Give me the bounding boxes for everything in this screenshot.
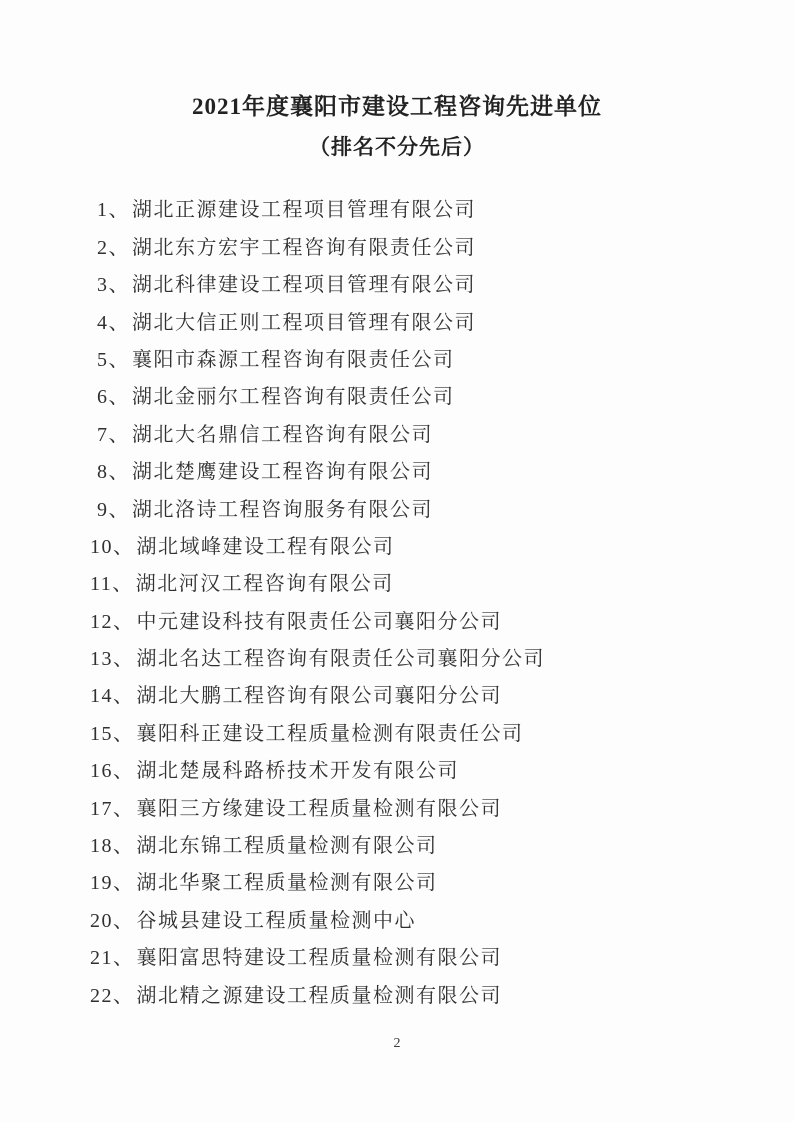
list-item <box>0 675 794 712</box>
item-number: 21、 <box>90 947 135 970</box>
item-name: 湖北华聚工程质量检测有限公司 <box>136 872 438 895</box>
list-item <box>0 301 794 338</box>
list-item <box>0 750 794 787</box>
item-number: 22、 <box>90 984 135 1007</box>
item-name: 中元建设科技有限责任公司襄阳分公司 <box>136 610 502 633</box>
item-name: 襄阳市森源工程咨询有限责任公司 <box>132 348 455 371</box>
list-item <box>0 900 794 937</box>
item-name: 湖北名达工程咨询有限责任公司襄阳分公司 <box>136 648 545 671</box>
list-item <box>0 227 794 264</box>
item-name: 襄阳三方缘建设工程质量检测有限公司 <box>136 797 502 820</box>
item-number: 12、 <box>90 610 135 633</box>
item-name: 襄阳科正建设工程质量检测有限责任公司 <box>136 722 524 745</box>
list-item <box>0 488 794 525</box>
list-item <box>0 937 794 974</box>
item-number: 5、 <box>97 348 130 371</box>
item-name: 湖北大名鼎信工程咨询有限公司 <box>132 423 433 446</box>
item-name: 湖北科律建设工程项目管理有限公司 <box>132 274 476 297</box>
item-name: 湖北洛诗工程咨询服务有限公司 <box>132 498 433 521</box>
item-number: 16、 <box>90 760 135 783</box>
item-name: 湖北楚鹰建设工程咨询有限公司 <box>132 461 433 484</box>
list-item <box>0 414 794 451</box>
item-number: 4、 <box>97 311 130 334</box>
item-number: 13、 <box>90 648 135 671</box>
item-number: 11、 <box>90 573 134 596</box>
item-number: 20、 <box>90 909 135 932</box>
item-name: 湖北大信正则工程项目管理有限公司 <box>132 311 476 334</box>
item-number: 10、 <box>90 535 135 558</box>
list-item <box>0 376 794 413</box>
item-number: 7、 <box>97 423 130 446</box>
item-name: 湖北东方宏宇工程咨询有限责任公司 <box>132 236 476 259</box>
item-name: 湖北楚晟科路桥技术开发有限公司 <box>136 760 459 783</box>
list-item <box>0 787 794 824</box>
list-item <box>0 713 794 750</box>
item-name: 谷城县建设工程质量检测中心 <box>136 909 416 932</box>
item-number: 2、 <box>97 236 130 259</box>
list-item <box>0 600 794 637</box>
item-number: 14、 <box>90 685 135 708</box>
list-item <box>0 638 794 675</box>
list-item <box>0 264 794 301</box>
list-item <box>0 563 794 600</box>
item-name: 湖北精之源建设工程质量检测有限公司 <box>136 984 502 1007</box>
list-item <box>0 825 794 862</box>
list-item <box>0 974 794 1011</box>
item-number: 6、 <box>97 386 130 409</box>
item-number: 15、 <box>90 722 135 745</box>
item-number: 19、 <box>90 872 135 895</box>
item-number: 1、 <box>97 199 130 222</box>
item-name: 湖北东锦工程质量检测有限公司 <box>136 835 438 858</box>
list-item <box>0 451 794 488</box>
item-name: 湖北河汉工程咨询有限公司 <box>135 573 394 596</box>
item-number: 8、 <box>97 461 130 484</box>
item-name: 湖北正源建设工程项目管理有限公司 <box>132 199 476 222</box>
list-item <box>0 862 794 899</box>
item-name: 湖北域峰建设工程有限公司 <box>136 535 395 558</box>
list-item <box>0 526 794 563</box>
list-item <box>0 189 794 226</box>
item-number: 9、 <box>97 498 130 521</box>
list-item <box>0 339 794 376</box>
page-title: 2021年度襄阳市建设工程咨询先进单位 <box>192 94 602 119</box>
item-name: 湖北大鹏工程咨询有限公司襄阳分公司 <box>136 685 502 708</box>
item-number: 18、 <box>90 835 135 858</box>
item-name: 襄阳富思特建设工程质量检测有限公司 <box>136 947 502 970</box>
page-subtitle: （排名不分先后） <box>309 134 485 159</box>
item-number: 3、 <box>97 274 130 297</box>
item-number: 17、 <box>90 797 135 820</box>
item-name: 湖北金丽尔工程咨询有限责任公司 <box>132 386 455 409</box>
company-list <box>0 189 794 1012</box>
page-number: 2 <box>393 1036 401 1051</box>
